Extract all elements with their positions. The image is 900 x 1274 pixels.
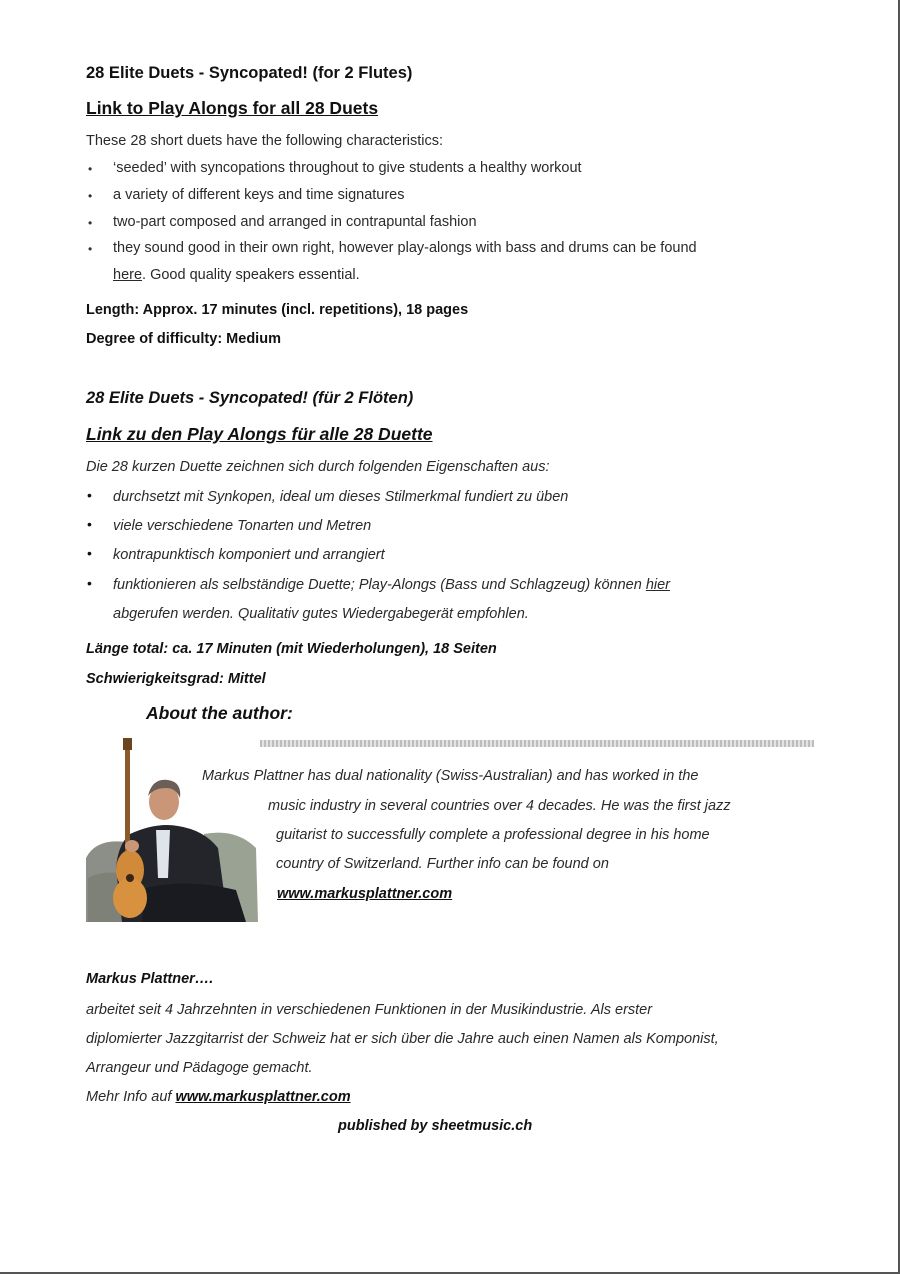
german-bullet-4-continuation: abgerufen werden. Qualitativ gutes Wiedergabegerät empfohlen. [113,606,529,622]
english-here-link[interactable]: here [113,267,143,283]
german-title: 28 Elite Duets - Syncopated! (für 2 Flöten) [86,389,414,407]
german-bio-line-1: arbeitet seit 4 Jahrzehnten in verschiedenen Funktionen in der Musikindustrie. Als erster [86,1002,653,1018]
bullet-marker: • [87,487,92,503]
author-photo [86,738,260,922]
german-bio-line-2: diplomierter Jazzgitarrist der Schweiz hat er sich über die Jahre auch einen Namen als Komponist, [86,1031,719,1047]
german-bio-line-3: Arrangeur und Pädagoge gemacht. [86,1060,313,1076]
english-intro: These 28 short duets have the following characteristics: [86,133,444,149]
bullet-marker: • [87,575,92,591]
english-bullet-3: two-part composed and arranged in contrapuntal fashion [113,214,477,230]
bullet-marker: • [87,516,92,532]
german-difficulty: Schwierigkeitsgrad: Mittel [86,671,266,687]
german-bullet-1: durchsetzt mit Synkopen, ideal um dieses Stilmerkmal fundiert zu üben [113,489,569,505]
german-bullet-4 [113,577,670,593]
author-bio-line-2: music industry in several countries over 4 decades. He was the first jazz [268,798,731,814]
german-bullet-2: viele verschiedene Tonarten und Metren [113,518,372,534]
german-more-info-label: Mehr Info auf [86,1089,176,1105]
english-bullet-4-continuation [113,267,360,283]
publisher-credit: published by sheetmusic.ch [338,1118,533,1134]
english-bullet-2: a variety of different keys and time signatures [113,187,405,203]
english-bullet-4: they sound good in their own right, however play-alongs with bass and drums can be found [113,240,697,256]
english-length: Length: Approx. 17 minutes (incl. repetitions), 18 pages [86,302,469,318]
author-website-link[interactable]: www.markusplattner.com [277,886,453,902]
german-hier-link[interactable]: hier [645,577,670,593]
bullet-marker: • [88,162,93,176]
bullet-marker: • [87,545,92,561]
german-play-along-link[interactable]: Link zu den Play Alongs für alle 28 Duette [86,424,433,444]
german-length: Länge total: ca. 17 Minuten (mit Wiederholungen), 18 Seiten [86,641,497,657]
bullet-marker: • [88,216,93,230]
english-difficulty: Degree of difficulty: Medium [86,331,281,347]
author-bio-line-3: guitarist to successfully complete a professional degree in his home [276,827,710,843]
english-bullet-1: ‘seeded’ with syncopations throughout to give students a healthy workout [113,160,582,176]
german-bio-name: Markus Plattner…. [86,971,214,987]
english-title: 28 Elite Duets - Syncopated! (for 2 Flutes) [86,64,413,82]
german-bullet-3: kontrapunktisch komponiert und arrangiert [113,547,385,563]
about-author-heading: About the author: [146,703,293,723]
german-bullet-4-text: funktionieren als selbständige Duette; Play-Alongs (Bass und Schlagzeug) können [113,577,642,593]
bullet-marker: • [88,242,93,256]
english-bullet-4-rest: . Good quality speakers essential. [142,267,360,283]
author-bio-line-4: country of Switzerland. Further info can be found on [276,856,609,872]
bullet-marker: • [88,189,93,203]
english-play-along-link[interactable]: Link to Play Alongs for all 28 Duets [86,98,379,118]
author-bio-line-1: Markus Plattner has dual nationality (Swiss-Australian) and has worked in the [202,768,699,784]
german-intro: Die 28 kurzen Duette zeichnen sich durch folgenden Eigenschaften aus: [86,459,550,475]
german-website-link[interactable]: www.markusplattner.com [175,1089,351,1105]
german-more-info [86,1089,351,1105]
